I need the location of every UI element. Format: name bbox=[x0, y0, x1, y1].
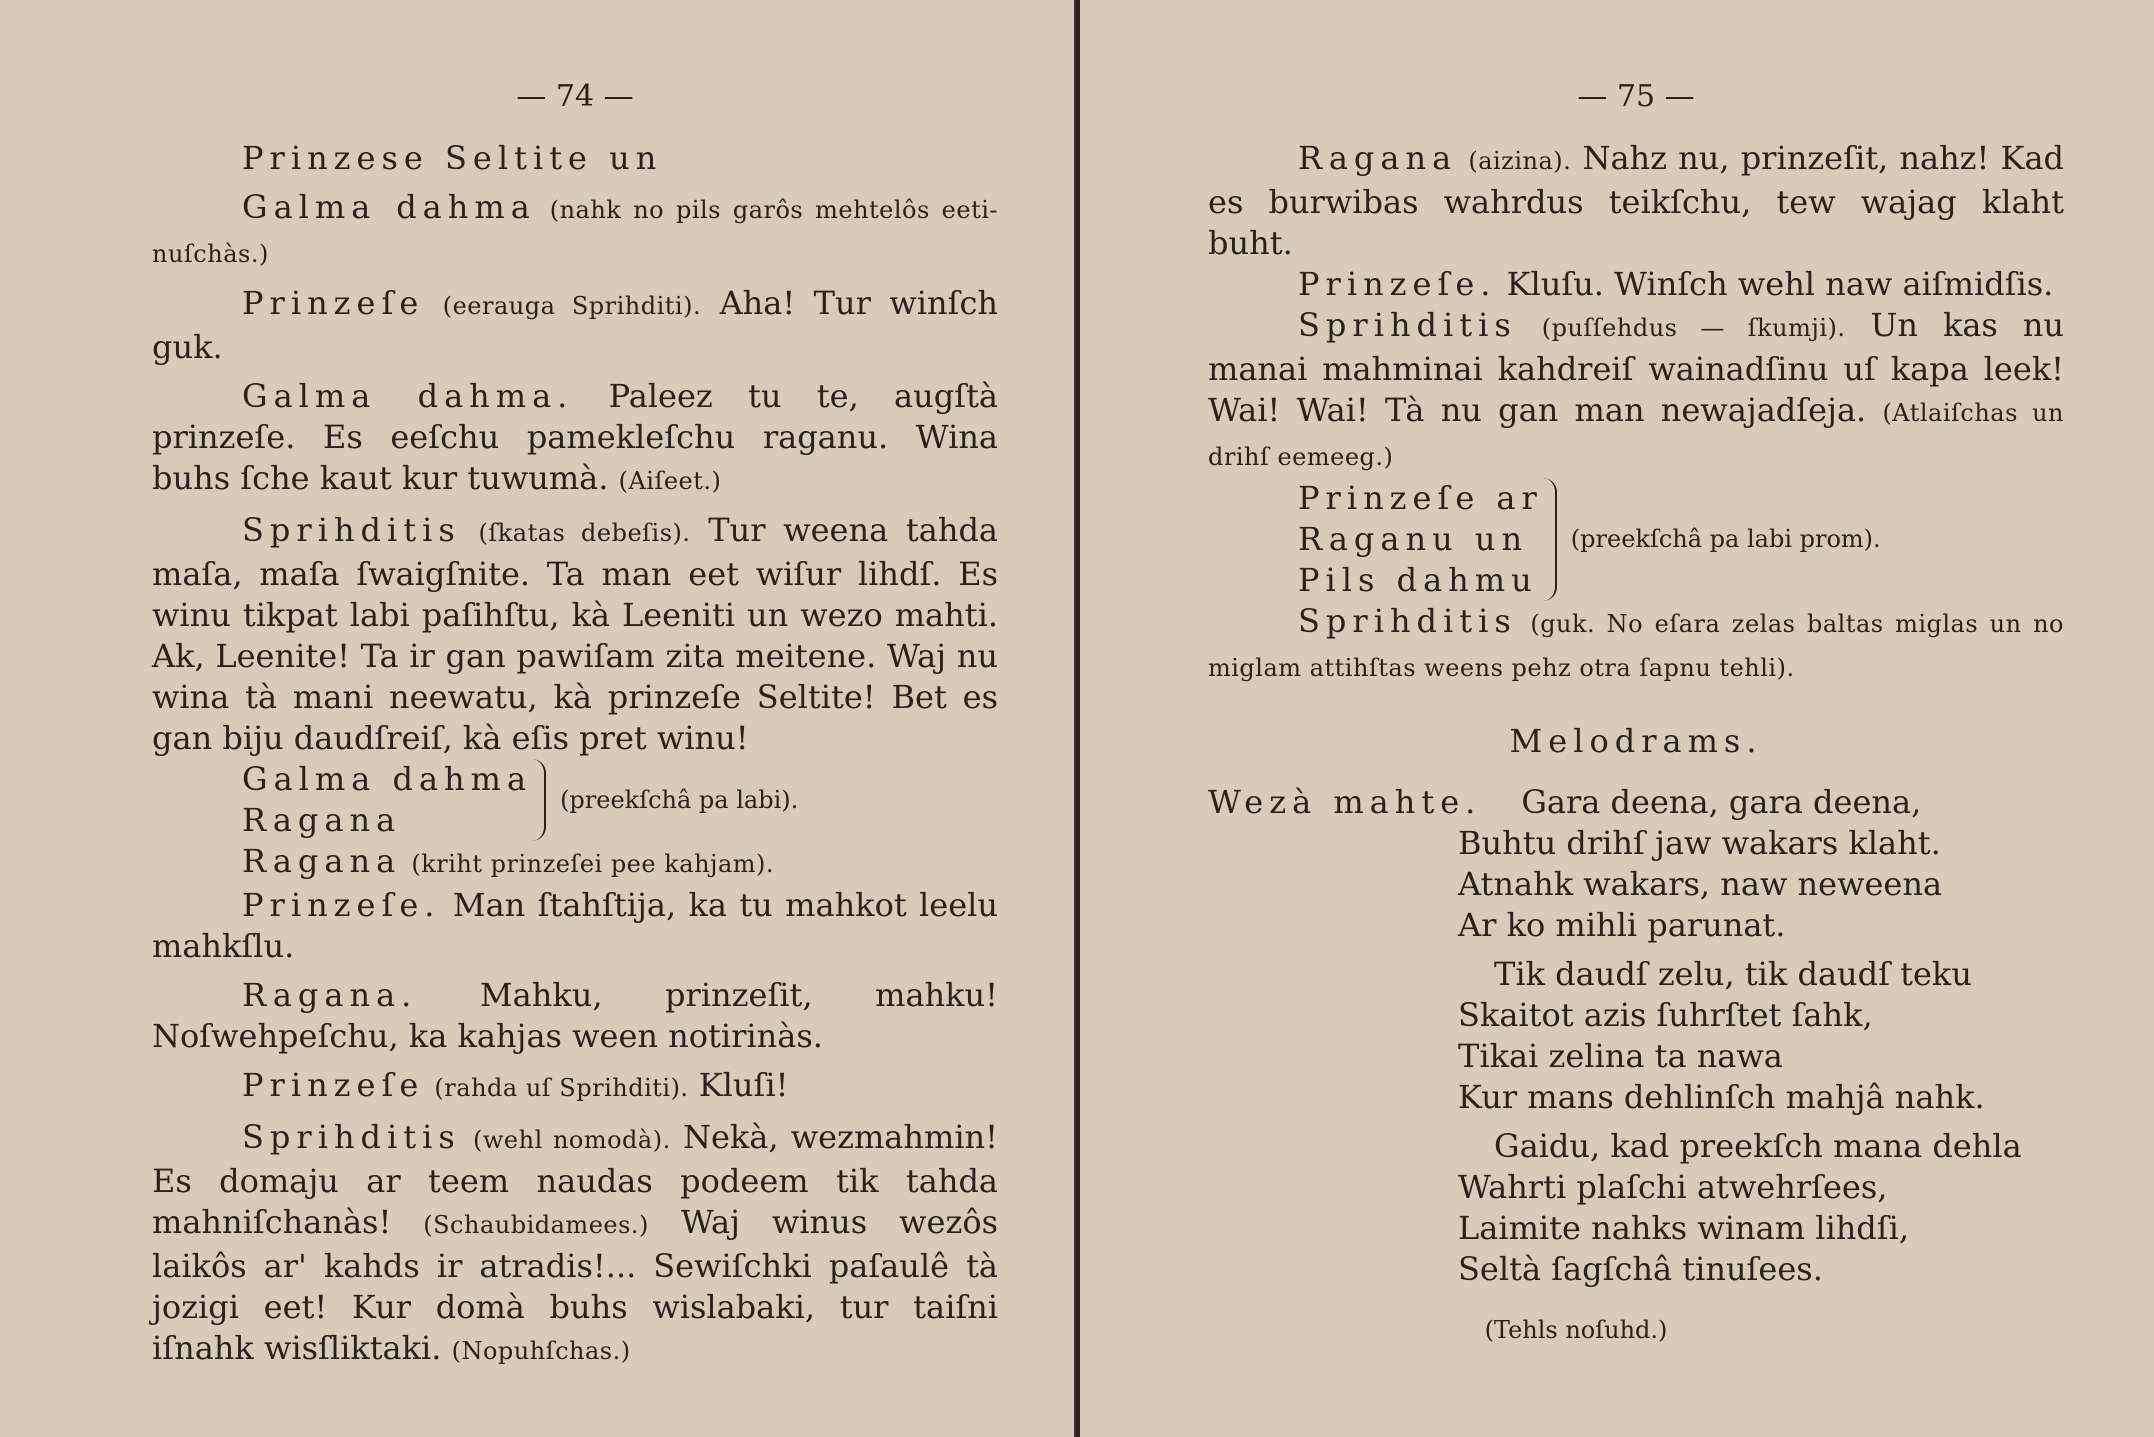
dialogue-line bbox=[152, 1117, 998, 1372]
stage-direction: (ſkatas debeſis). bbox=[478, 519, 691, 547]
speaker: Prinzeſe. bbox=[1298, 265, 1497, 303]
speaker: Prinzeſe bbox=[242, 284, 425, 322]
dialogue-text: Kluſu. Winſch wehl naw aiſmidſis. bbox=[1506, 265, 2054, 303]
page-number-right: — 75 — bbox=[1577, 79, 1695, 114]
right-page bbox=[1080, 0, 2154, 1437]
section-heading: Melodrams. bbox=[1509, 722, 1763, 760]
speaker: Galma dahma bbox=[242, 760, 533, 798]
verse-line: Laimite nahks winam lihdſi, bbox=[1458, 1209, 1910, 1247]
stage-direction: (Schaubidamees.) bbox=[423, 1211, 649, 1239]
speaker: Sprihditis bbox=[1298, 602, 1517, 640]
dialogue-text: Man ſtahſtija, ka tu mahkot leelu mahkſlu. bbox=[152, 886, 999, 965]
stage-direction: (rahda uſ Sprihditi). bbox=[434, 1074, 689, 1102]
dialogue-line bbox=[1208, 264, 2064, 305]
verse-line: Gaidu, kad preekſch mana dehla bbox=[1494, 1127, 2022, 1165]
verse-line: Wahrti plaſchi atwehrſees, bbox=[1458, 1168, 1888, 1206]
stage-direction: (nahk no pils garôs mehtelôs eeti-nuſchàs.) bbox=[152, 196, 999, 268]
dialogue-text: Nahz nu, prinzeſit, nahz! Kad es burwibas wahrdus teikſchu, tew wajag klaht buht. bbox=[1208, 139, 2065, 262]
stage-direction: (eerauga Sprihditi). bbox=[442, 292, 702, 320]
verse-line: Kur mans dehlinſch mahjâ nahk. bbox=[1458, 1078, 1985, 1116]
stage-direction: (wehl nomodà). bbox=[473, 1126, 671, 1154]
dialogue-line bbox=[152, 376, 998, 502]
scene-line bbox=[152, 138, 998, 179]
dialogue-text: Tur weena tahda maſa, maſa ſwaigſnite. Ta man eet wiſur lihdſ. Es winu tikpat labi paſihſtu, kà Leeniti un wezo mahti. Ak, Leenite! Ta ir gan pawiſam zita meitene. Waj nu wina tà mani neewatu, kà prinzeſe Seltite! Bet es gan biju daudſreiſ, kà eſis pret winu! bbox=[152, 511, 999, 757]
verse-line: Atnahk wakars, naw neweena bbox=[1458, 865, 1943, 903]
speaker: Galma dahma. bbox=[242, 377, 574, 415]
dialogue-text: Paleez tu te, augſtà prinzeſe. Es eeſchu pamekleſchu raganu. Wina buhs ſche kaut kur tuwumà. bbox=[152, 377, 998, 497]
speaker: Sprihditis bbox=[242, 511, 461, 549]
scene-line bbox=[152, 187, 998, 275]
dialogue-text: Aha! Tur winſch guk. bbox=[152, 284, 999, 366]
stage-direction: (preekſchâ pa labi). bbox=[560, 785, 799, 814]
scene-line bbox=[152, 841, 998, 885]
speaker: Ragana. bbox=[242, 976, 418, 1014]
stage-direction: (Nopuhſchas.) bbox=[451, 1337, 631, 1365]
song-block bbox=[1208, 782, 2064, 823]
stage-direction: (puſſehdus — ſkumji). bbox=[1541, 314, 1846, 342]
speaker: Ragana bbox=[1298, 139, 1458, 177]
bracket-names bbox=[1298, 478, 1557, 601]
speaker: Ragana bbox=[242, 801, 402, 839]
dialogue-line bbox=[152, 975, 998, 1057]
speaker: Pils dahmu bbox=[1298, 561, 1538, 599]
verse-line: Tik daudſ zelu, tik daudſ teku bbox=[1494, 955, 1972, 993]
left-page bbox=[0, 0, 1076, 1437]
verse-line: Ar ko mihli parunat. bbox=[1458, 906, 1786, 944]
dialogue-text: Kluſi! bbox=[698, 1066, 789, 1104]
dialogue-line bbox=[152, 885, 998, 967]
speaker: Galma dahma bbox=[242, 188, 536, 226]
stage-direction: (Atlaiſchas un drihſ eemeeg.) bbox=[1208, 399, 2065, 471]
verse-line: Buhtu drihſ jaw wakars klaht. bbox=[1458, 824, 1941, 862]
scene-line bbox=[1208, 601, 2064, 689]
stage-direction: (Tehls noſuhd.) bbox=[1484, 1316, 1668, 1344]
dialogue-text: Mahku, prinzeſit, mahku! Noſwehpeſchu, ka kahjas ween notirinàs. bbox=[152, 976, 999, 1055]
stage-direction: (preekſchâ pa labi prom). bbox=[1570, 525, 1881, 553]
dialogue-line bbox=[152, 283, 998, 368]
speaker: Prinzeſe. bbox=[242, 886, 441, 924]
verse-line: Tikai zelina ta nawa bbox=[1458, 1037, 1783, 1075]
verse-line: Gara deena, gara deena, bbox=[1521, 783, 1922, 821]
speaker: Prinzeſe ar bbox=[1298, 479, 1543, 517]
speaker: Sprihditis bbox=[242, 1118, 461, 1156]
stage-direction: (kriht prinzeſei pee kahjam). bbox=[411, 850, 775, 878]
stage-direction: (Aiſeet.) bbox=[618, 467, 722, 495]
dialogue-line bbox=[1208, 305, 2064, 478]
verse-line: Skaitot azis ſuhrſtet ſahk, bbox=[1458, 996, 1873, 1034]
page-number-left: — 74 — bbox=[516, 79, 634, 114]
stage-direction: (aizina). bbox=[1468, 147, 1572, 175]
dialogue-line bbox=[1208, 138, 2064, 264]
speaker: Wezà mahte. bbox=[1208, 783, 1482, 821]
dialogue-text: Waj winus wezôs laikôs ar' kahds ir atradis!... Sewiſchki paſaulê tà jozigi eet! Kur domà buhs wislabaki, tur taiſni iſnahk wisſliktaki. bbox=[152, 1203, 999, 1367]
speaker: Sprihditis bbox=[1298, 306, 1517, 344]
speaker: Raganu un bbox=[1298, 520, 1529, 558]
dialogue-text: Nekà, wezmahmin! Es domaju ar teem naudas podeem tik tahda mahniſchanàs! bbox=[152, 1118, 999, 1241]
speaker: Prinzese Seltite un bbox=[242, 139, 663, 177]
dialogue-line bbox=[152, 510, 998, 759]
dialogue-line bbox=[152, 1065, 998, 1109]
bracket-group bbox=[1298, 478, 2064, 601]
dialogue-text: Un kas nu manai mahminai kahdreiſ wainadſinu uſ kapa leek! Wai! Wai! Tà nu gan man newajadſeja. bbox=[1208, 306, 2064, 429]
verse-line: Seltà ſagſchâ tinuſees. bbox=[1458, 1250, 1823, 1288]
speaker: Prinzeſe bbox=[242, 1066, 425, 1104]
bracket-names bbox=[242, 759, 546, 841]
right-page-text bbox=[1208, 79, 2065, 1375]
stage-direction: (guk. No eſara zelas baltas miglas un no miglam attihſtas weens pehz otra ſapnu tehli). bbox=[1208, 610, 2064, 682]
bracket-group bbox=[242, 759, 998, 841]
speaker: Ragana bbox=[242, 842, 402, 880]
left-page-text bbox=[152, 79, 999, 1372]
